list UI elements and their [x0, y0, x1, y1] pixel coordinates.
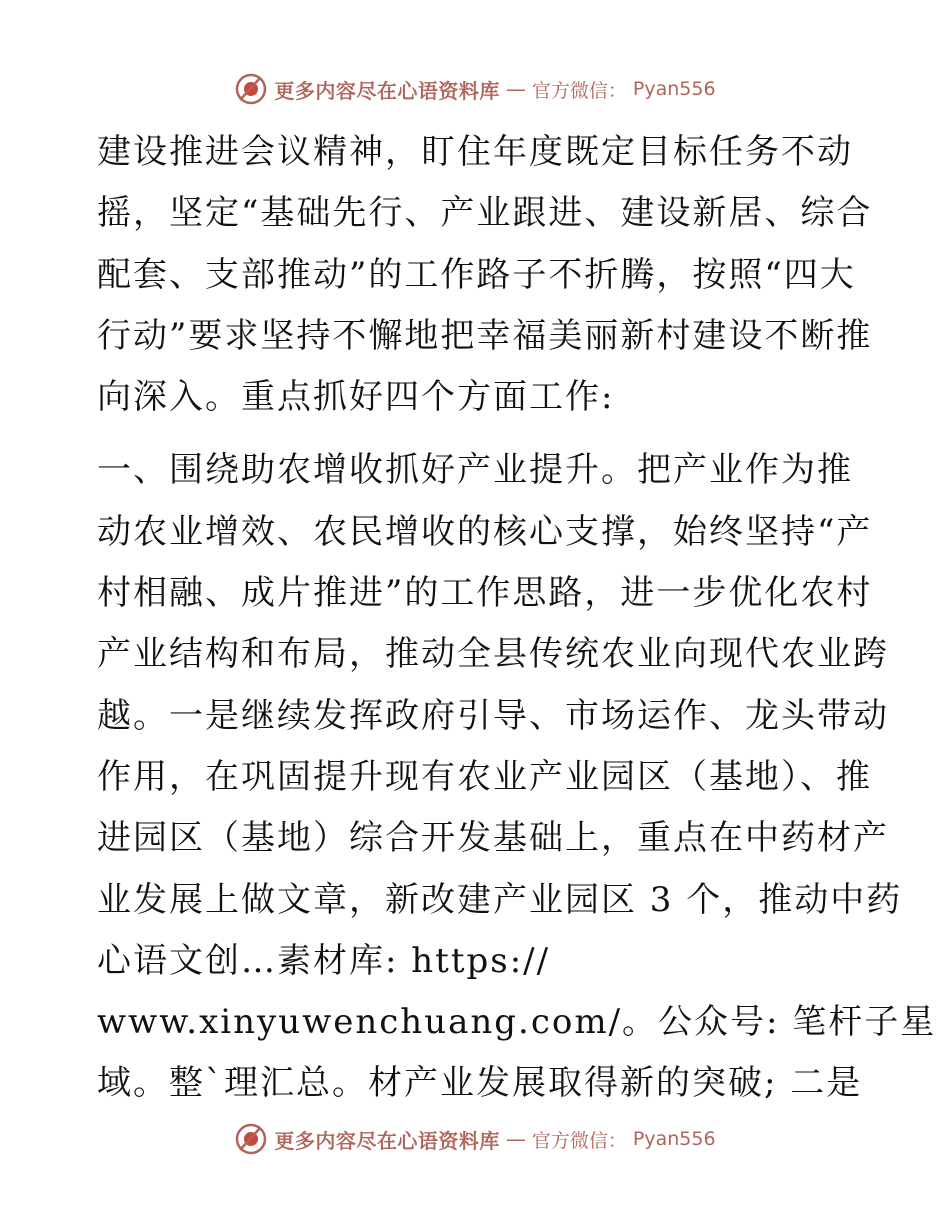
quill-logo-icon [234, 72, 268, 106]
text-line: 建设推进会议精神，盯住年度既定目标任务不动 [97, 132, 853, 172]
text-line: www.xinyuwenchuang.com/。公众号: 笔杆子星 [97, 1002, 937, 1043]
watermark-wechat-id: Pyan556 [632, 1128, 716, 1150]
watermark-dash: — [505, 1127, 526, 1151]
paragraph-1 [97, 122, 873, 428]
text-line: 心语文创…素材库: https:// [97, 940, 551, 981]
watermark-dash: — [505, 77, 526, 101]
text-line: 一、围绕助农增收抓好产业提升。把产业作为推 [97, 450, 853, 491]
document-body [97, 122, 937, 1115]
footer-watermark [0, 1122, 950, 1156]
watermark-wechat-label: 官方微信： [531, 1129, 627, 1152]
quill-logo-icon [234, 1122, 268, 1156]
text-line: 配套、支部推动”的工作路子不折腾，按照“四大 [97, 254, 856, 295]
paragraph-2 [97, 440, 937, 1114]
watermark-main-text: 更多内容尽在心语资料库 [274, 1128, 500, 1153]
text-line: 向深入。重点抓好四个方面工作: [97, 377, 615, 418]
text-line: 摇，坚定“基础先行、产业跟进、建设新居、综合 [97, 193, 873, 234]
text-line: 产业结构和布局，推动全县传统农业向现代农业跨 [97, 634, 889, 675]
text-line: 动农业增效、农民增收的核心支撑，始终坚持“产 [97, 511, 873, 552]
text-line: 越。一是继续发挥政府引导、市场运作、龙头带动 [97, 695, 889, 736]
watermark-wechat-label: 官方微信： [531, 79, 627, 102]
paragraph-gap [97, 428, 867, 440]
watermark-wechat-id: Pyan556 [632, 78, 716, 100]
text-line: 行动”要求坚持不懈地把幸福美丽新村建设不断推 [97, 315, 873, 356]
text-line: 业发展上做文章，新改建产业园区 3 个，推动中药 [97, 879, 903, 920]
watermark-main-text: 更多内容尽在心语资料库 [274, 78, 500, 103]
text-line: 进园区（基地）综合开发基础上，重点在中药材产 [97, 818, 889, 859]
text-line: 域。整`理汇总。材产业发展取得新的突破; 二是 [97, 1063, 863, 1104]
text-line: 作用，在巩固提升现有农业产业园区（基地）、推 [97, 756, 872, 797]
header-watermark [0, 72, 950, 106]
text-line: 村相融、成片推进”的工作思路，进一步优化农村 [97, 573, 873, 614]
